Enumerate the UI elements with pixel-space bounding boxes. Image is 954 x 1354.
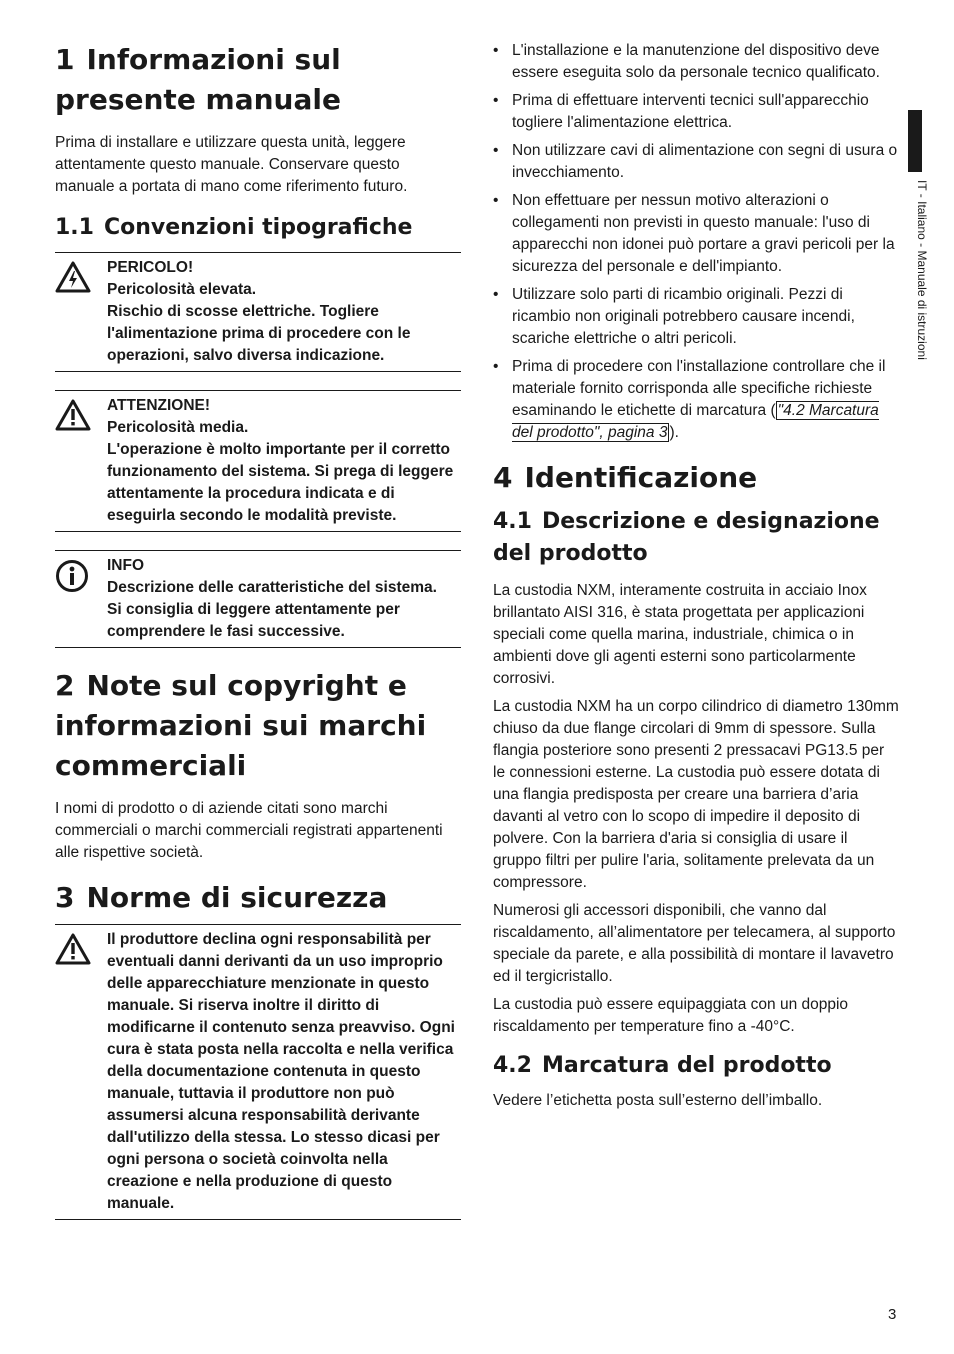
paragraph: La custodia può essere equipaggiata con un doppio riscaldamento per temperature fino a -40°C. [493, 996, 849, 1035]
list-item-text: Prima di procedere con l'installazione controllare che il materiale fornito corrisponda alle specifiche richieste esaminando le etichette di marcatura ( [512, 358, 886, 419]
language-tab-marker [908, 110, 922, 172]
section-title: Identificazione [524, 461, 758, 494]
list-item: • Non effettuare per nessun motivo alterazioni o collegamenti non previsti in questo manuale: l'uso di apparecchi non idonei può portare a gravi pericoli per la sicurezza del personale e dell'impianto. [493, 190, 899, 278]
section-title: Note sul copyright e informazioni sui marchi commerciali [55, 669, 427, 782]
left-column [55, 40, 461, 1238]
cross-reference-link[interactable]: "4.2 Marcatura del prodotto", pagina 3 [512, 402, 879, 441]
warning-icon [55, 395, 107, 527]
section-title: Norme di sicurezza [86, 881, 388, 914]
list-item-text: ). [669, 424, 679, 441]
section-number: 4.1 [493, 509, 532, 534]
notice-text: Si consiglia di leggere attentamente per comprendere le fasi successive. [107, 601, 400, 640]
paragraph: La custodia NXM, interamente costruita in acciaio Inox brillantato AISI 316, è stata progettata per applicazioni speciali come quella marina, industriale, chimica o in ambienti dove gli agenti esterni sono particolarmente corrosivi. [493, 582, 867, 687]
list-item: • Prima di effettuare interventi tecnici sull'apparecchio togliere l'alimentazione elettrica. [493, 90, 899, 134]
section-1-heading [55, 40, 461, 120]
safety-notice [55, 924, 461, 1220]
language-tab-label: IT - Italiano - Manuale di istruzioni [915, 180, 929, 360]
list-item: • Utilizzare solo parti di ricambio originali. Pezzi di ricambio non originali potrebbero causare incendi, scariche elettriche o altri pericoli. [493, 284, 899, 350]
section-number: 1 [55, 43, 75, 76]
section-4-2-heading [493, 1050, 899, 1082]
paragraph: Vedere l’etichetta posta sull’esterno dell’imballo. [493, 1092, 823, 1109]
notice-label: PERICOLO! [107, 259, 194, 276]
warning-icon [55, 929, 107, 1215]
notice-level: Pericolosità elevata. [107, 281, 257, 298]
section-2-heading [55, 666, 461, 786]
notice-label: INFO [107, 557, 145, 574]
section-1-intro: Prima di installare e utilizzare questa unità, leggere attentamente questo manuale. Conservare questo manuale a portata di mano come riferimento futuro. [55, 134, 408, 195]
notice-label: ATTENZIONE! [107, 397, 211, 414]
paragraph: Numerosi gli accessori disponibili, che vanno dal riscaldamento, all’alimentatore per telecamera, al supporto speciale da parete, e alla possibilità di montare il lavavetro ed il tergicristallo. [493, 902, 896, 985]
notice-text: Rischio di scosse elettriche. Togliere l'alimentazione prima di procedere con le operazioni, salvo diversa indicazione. [107, 303, 411, 364]
section-2-text: I nomi di prodotto o di aziende citati sono marchi commerciali o marchi commerciali registrati appartenenti alle rispettive società. [55, 800, 443, 861]
paragraph: La custodia NXM ha un corpo cilindrico di diametro 130mm chiuso da due flange circolari di 9mm di spessore. Sulla flangia posteriore sono presenti 2 pressacavi PG13.5 per le connessioni esterne. La custodia può essere dotata di una flangia predisposta per creare una barriera d’aria davanti al vetro con lo scopo di impedire il deposito di polvere. Con la barriera d'aria si consiglia di usare il gruppo filtri per pulire l'aria, solitamente prelevata da un compressore. [493, 698, 899, 891]
section-1-1-heading [55, 212, 461, 244]
list-item: • L'installazione e la manutenzione del dispositivo deve essere eseguita solo da personale tecnico qualificato. [493, 40, 899, 84]
section-number: 1.1 [55, 215, 94, 240]
info-icon [55, 555, 107, 643]
section-number: 3 [55, 881, 75, 914]
section-number: 4.2 [493, 1053, 532, 1078]
notice-level: Pericolosità media. [107, 419, 249, 436]
danger-notice [55, 252, 461, 372]
list-item: • Non utilizzare cavi di alimentazione con segni di usura o invecchiamento. [493, 140, 899, 184]
list-item [493, 356, 899, 444]
section-title: Convenzioni tipografiche [103, 215, 413, 240]
section-title: Marcatura del prodotto [541, 1053, 832, 1078]
section-4-heading [493, 458, 899, 498]
notice-text: L'operazione è molto importante per il corretto funzionamento del sistema. Si prega di leggere attentamente la procedura indicata e di eseguirla secondo le modalità previste. [107, 441, 454, 524]
section-number: 4 [493, 461, 513, 494]
page-number: 3 [888, 1306, 897, 1323]
notice-level: Descrizione delle caratteristiche del sistema. [107, 579, 437, 596]
section-title: Descrizione e designazione del prodotto [493, 509, 880, 566]
info-notice [55, 550, 461, 648]
notice-text: Il produttore declina ogni responsabilità per eventuali danni derivanti da un uso improprio delle apparecchiature menzionate in questo manuale. Si riserva inoltre il diritto di modificarne il contenuto senza preavviso. Ogni cura è stata posta nella raccolta e nella verifica della documentazione contenuta in questo manuale, tuttavia il produttore non può assumersi alcuna responsabilità derivante dall'utilizzo della stessa. Lo stesso dicasi per ogni persona o società coinvolta nella creazione e nella produzione di questo manuale. [107, 931, 455, 1212]
right-column [493, 40, 899, 1118]
electric-hazard-icon [55, 257, 107, 367]
section-4-1-heading [493, 506, 899, 570]
section-number: 2 [55, 669, 75, 702]
section-title: Informazioni sul presente manuale [55, 43, 341, 116]
section-3-heading [55, 878, 461, 918]
safety-list [493, 40, 899, 444]
warning-notice [55, 390, 461, 532]
